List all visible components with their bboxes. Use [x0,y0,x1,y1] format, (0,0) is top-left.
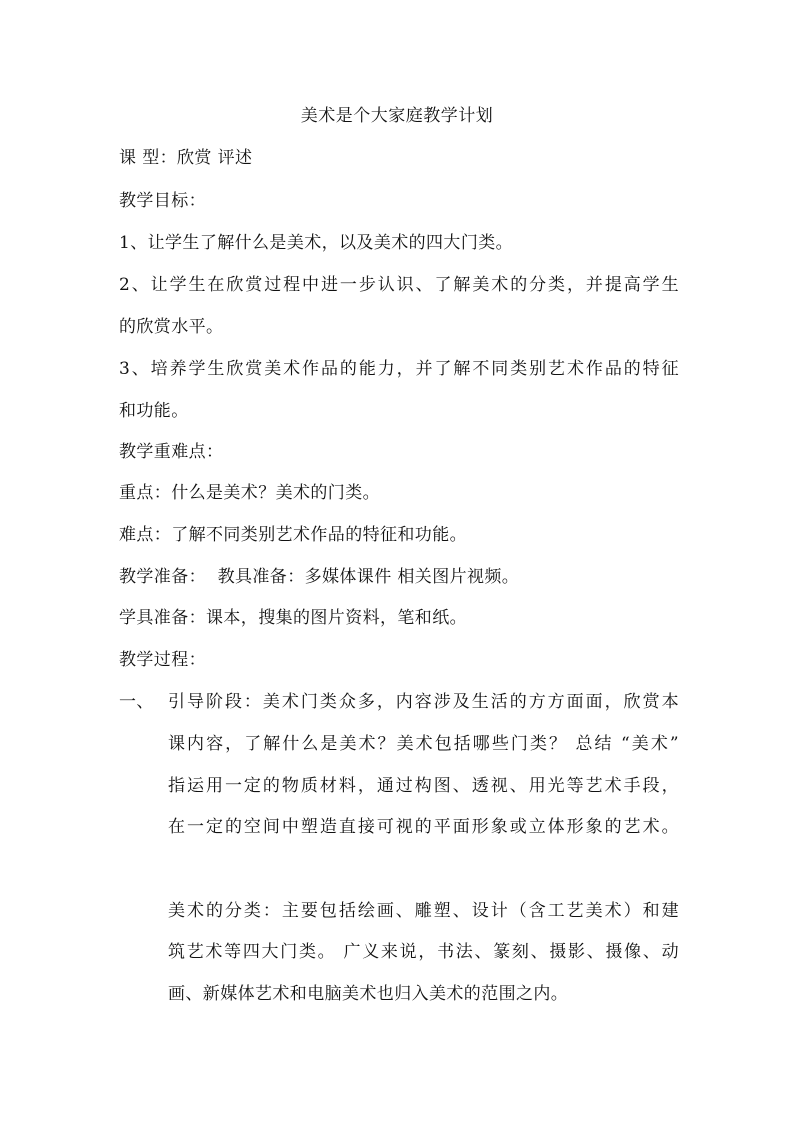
category-line-3: 画、新媒体艺术和电脑美术也归入美术的范围之内。 [168,984,569,1004]
step-marker: 一、 [119,692,154,712]
document-title: 美术是个大家庭教学计划 [300,106,494,126]
student-preparation: 学具准备：课本，搜集的图片资料，笔和纸。 [119,608,467,628]
step-1-line-1: 引导阶段：美术门类众多，内容涉及生活的方方面面，欣赏本 [168,692,679,712]
step-1-line-2: 课内容，了解什么是美术？美术包括哪些门类？ 总结 “美术” [168,734,679,754]
step-1-line-4: 在一定的空间中塑造直接可视的平面形象或立体形象的艺术。 [168,817,679,837]
course-type-line: 课 型：欣赏 评述 [119,148,253,168]
key-points-heading: 教学重难点： [119,442,224,462]
objective-2-line-2: 的欣赏水平。 [119,317,224,337]
difficult-point: 难点：了解不同类别艺术作品的特征和功能。 [119,525,467,545]
step-1-line-3: 指运用一定的物质材料，通过构图、透视、用光等艺术手段， [168,776,679,796]
objective-2-line-1: 2、让学生在欣赏过程中进一步认识、了解美术的分类，并提高学生 [119,275,679,295]
objective-1: 1、让学生了解什么是美术，以及美术的四大门类。 [119,233,514,253]
teaching-preparation: 教学准备： 教具准备：多媒体课件 相关图片视频。 [119,567,520,587]
objectives-heading: 教学目标： [119,191,206,211]
objective-3-line-2: 和功能。 [119,401,189,421]
objective-3-line-1: 3、培养学生欣赏美术作品的能力，并了解不同类别艺术作品的特征 [119,359,679,379]
category-line-2: 筑艺术等四大门类。 广义来说，书法、篆刻、摄影、摄像、动 [168,942,679,962]
process-heading: 教学过程： [119,650,206,670]
category-line-1: 美术的分类：主要包括绘画、雕塑、设计（含工艺美术）和建 [168,901,679,921]
key-point: 重点：什么是美术？美术的门类。 [119,483,380,503]
